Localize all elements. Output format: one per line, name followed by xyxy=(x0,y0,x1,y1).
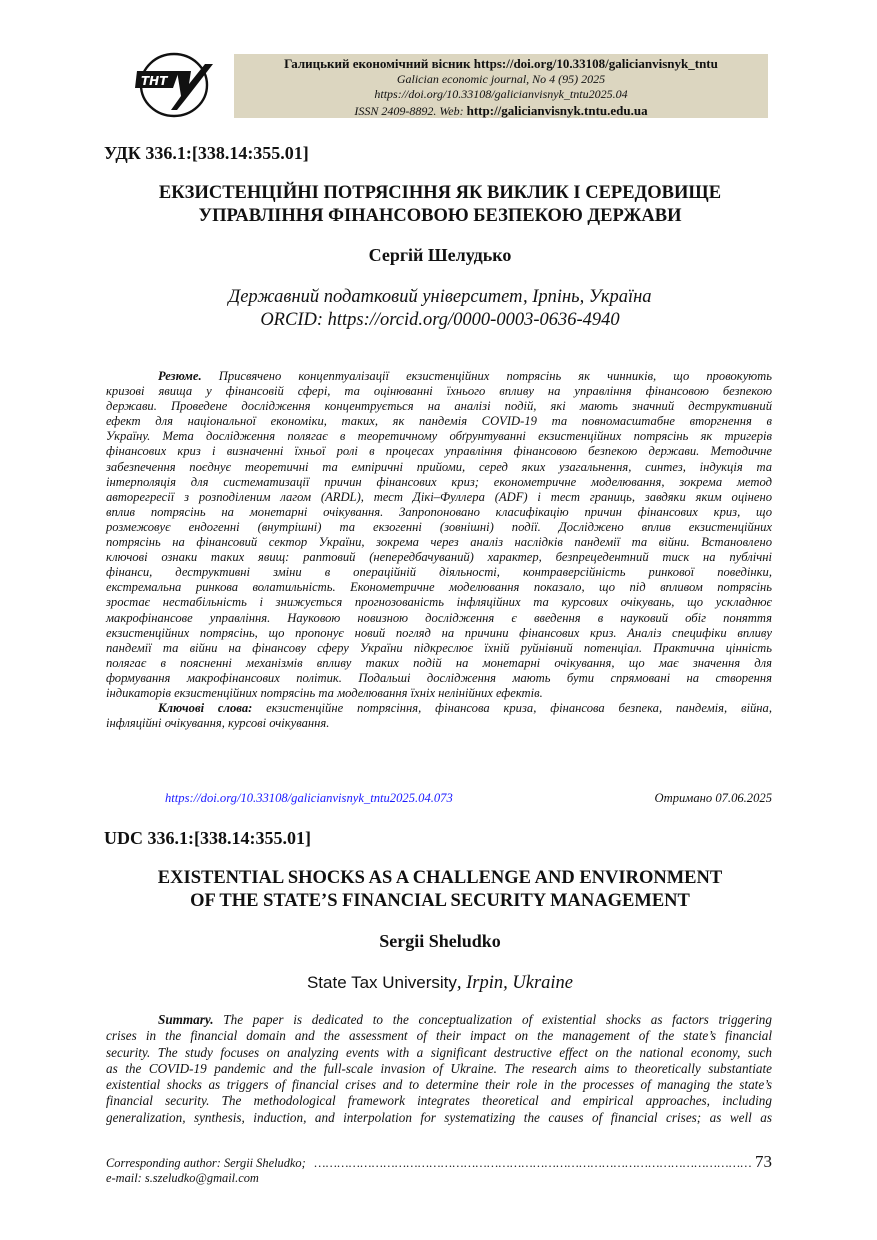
ua-title-line: ЕКЗИСТЕНЦІЙНІ ПОТРЯСІННЯ ЯК ВИКЛИК І СЕРЕДОВИЩЕ xyxy=(158,183,722,203)
issue-doi: https://doi.org/10.33108/galicianvisnyk_tntu2025.04 xyxy=(374,87,628,101)
abstract-line: кризові явища у фінансовій сфері, та оцінюванні їхнього впливу на управління фінансовою безпекою xyxy=(106,384,772,399)
tntu-logo-icon xyxy=(133,52,215,118)
article-doi-link[interactable]: https://doi.org/10.33108/galicianvisnyk_tntu2025.04.073 xyxy=(165,791,453,805)
ua-abstract xyxy=(106,369,772,731)
abstract-line: потрясінь на фінансовий сектор України, зокрема через аналіз наслідків пандемії та війни. Встановлено xyxy=(106,535,772,550)
journal-en-line: Galician economic journal, No 4 (95) 2025 xyxy=(396,71,606,86)
en-affiliation-org: State Tax University xyxy=(306,973,457,992)
journal-logo xyxy=(133,52,215,118)
abstract-line: фінанси, деструктивні зміни в операційній діяльності, контраверсійність ринкової поведінки, xyxy=(106,565,772,580)
abstract-line: екзистенційних потрясінь, що пропонує новий погляд на причини фінансових криз. Аналіз специфіки впливу xyxy=(106,625,772,640)
abstract-line: держави. Проведене дослідження концентрується на аналізі подій, які мають значний деструктивний xyxy=(106,399,772,414)
abstract-label: Резюме. xyxy=(158,369,202,383)
abstract-line: ключові ознаки таких явищ: раптовий (непередбачуваний) характер, безпрецедентний тиск на публічні xyxy=(106,550,772,565)
issn-text: ISSN 2409-8892. Web: xyxy=(354,103,467,118)
ua-affiliation: Державний податковий університет, Ірпінь, Україна xyxy=(228,287,652,307)
journal-web-link[interactable]: http://galicianvisnyk.tntu.edu.ua xyxy=(466,102,648,118)
summary-line: as the COVID-19 pandemic and the full-scale invasion of Ukraine. The research aims to theoretically substantiate xyxy=(106,1060,772,1076)
en-title-line: EXISTENTIAL SHOCKS AS A CHALLENGE AND ENVIRONMENT xyxy=(157,868,723,888)
summary-line: crises in the financial domain and the assessment of their impact on the management of the state’s financial xyxy=(106,1028,772,1044)
orcid-link[interactable]: ORCID: https://orcid.org/0000-0003-0636-4940 xyxy=(260,310,620,330)
corresponding-author: Corresponding author: Sergii Sheludko; e-mail: s.szeludko@gmail.com xyxy=(106,1156,306,1185)
keywords-line: інфляційні очікування, курсові очікування. xyxy=(106,716,330,731)
page-number: 73 xyxy=(755,1152,772,1171)
leader-dots: …………………………………………………………………………………………………… xyxy=(314,1156,752,1170)
summary-line: generalization, synthesis, induction, and interpolation for systematizing the causes of financial crises; as well as xyxy=(106,1109,772,1125)
abstract-line: макрофінансове управління. Науковою новизною дослідження є введення в науковий обіг поняття xyxy=(106,610,772,625)
en-title xyxy=(100,867,780,913)
abstract-line: формування макрофінансових політик. Подальші дослідження мають бути спрямовані на створення xyxy=(106,670,772,685)
udc-code: UDC 336.1:[338.14:355.01] xyxy=(104,828,311,848)
ua-title xyxy=(100,182,780,228)
abstract-line: Україну. Мета дослідження полягає в теоретичному обґрунтуванні екзистенційних потрясінь як тригерів xyxy=(106,429,772,444)
received-date: Отримано 07.06.2025 xyxy=(654,791,772,805)
abstract-line: пандемії та війни на фінансову сферу України підкреслює їхній руйнівний потенціал. Практична цінність xyxy=(106,640,772,655)
abstract-line: екстремальна ринкова волатильність. Економетричне моделювання показало, що під впливом потрясінь xyxy=(106,580,772,595)
abstract-line: індикаторів екзистенційних потрясінь та моделювання їхніх нелінійних ефектів. xyxy=(106,685,543,700)
abstract-line: зростає нестабільність і знижується прогнозованість інфляційних та курсових очікувань, що ускладнює xyxy=(106,595,772,610)
keywords-line: Ключові слова: екзистенційне потрясіння, фінансова криза, фінансова безпека, пандемія, війна, xyxy=(158,701,772,716)
abstract-line: вплив потрясінь на монетарні очікування. Запропоновано класифікацію причин фінансових криз, що xyxy=(106,504,772,519)
udk-code: УДК 336.1:[338.14:355.01] xyxy=(104,143,309,163)
en-author: Sergii Sheludko xyxy=(379,931,501,951)
abstract-line: полягає в поясненні механізмів впливу таких подій на монетарні очікування, що має значення для xyxy=(106,655,772,670)
issn-line xyxy=(234,103,768,120)
ua-author: Сергій Шелудько xyxy=(368,245,512,265)
abstract-line: фінансових криз і визначенні їхньої ролі в процесах управління фінансовою безпекою держави. Методичне xyxy=(106,444,772,459)
summary-label: Summary. xyxy=(158,1012,214,1027)
abstract-line: забезпечення поєднує теоретичні та емпіричні прийоми, серед яких узагальнення, синтез, індукція та xyxy=(106,459,772,474)
summary-line: financial security. The methodological framework integrates theoretical and empirical approaches, including xyxy=(106,1093,772,1109)
abstract-line: ефект для національної економіки, таких, як пандемія COVID-19 та повномасштабне вторгнення в xyxy=(106,414,772,429)
summary-line: security. The study focuses on analyzing events with a significant destructive effect on the national economy, such xyxy=(106,1044,772,1060)
keywords-label: Ключові слова: xyxy=(158,701,253,716)
summary-line: Summary. The paper is dedicated to the conceptualization of existential shocks as factors triggering xyxy=(158,1012,772,1027)
journal-title-line: Галицький економічний вісник https://doi.org/10.33108/galicianvisnyk_tntu xyxy=(284,56,718,71)
abstract-line: розмежовує ендогенні (внутрішні) та екзогенні (зовнішні) події. Досліджено вплив екзистенційних xyxy=(106,519,772,534)
en-title-line: OF THE STATE’S FINANCIAL SECURITY MANAGEMENT xyxy=(190,891,690,911)
en-summary xyxy=(106,1012,772,1126)
ua-affiliation-block xyxy=(100,286,780,332)
page-footer xyxy=(106,1152,772,1186)
abstract-line: інтерполяція для систематизації причин фінансових криз; економетричне моделювання, зокрема метод xyxy=(106,474,772,489)
en-affiliation-location: , Irpin, Ukraine xyxy=(456,973,574,993)
abstract-line: Резюме. Присвячено концептуалізації екзистенційних потрясінь як чинників, що провокують xyxy=(158,369,772,383)
ua-title-line: УПРАВЛІННЯ ФІНАНСОВОЮ БЕЗПЕКОЮ ДЕРЖАВИ xyxy=(198,206,682,226)
abstract-line: авторегресії з розподіленим лагом (ARDL), тест Дікі–Фуллера (ADF) і тест границь, завдяки яким оцінено xyxy=(106,489,772,504)
en-affiliation xyxy=(100,971,780,995)
summary-line: existential shocks as triggers of financial crises and to determine their role in the processes of managing the state’s xyxy=(106,1077,772,1093)
journal-header xyxy=(234,54,768,118)
svg-text:ТНТ: ТНТ xyxy=(141,74,168,88)
